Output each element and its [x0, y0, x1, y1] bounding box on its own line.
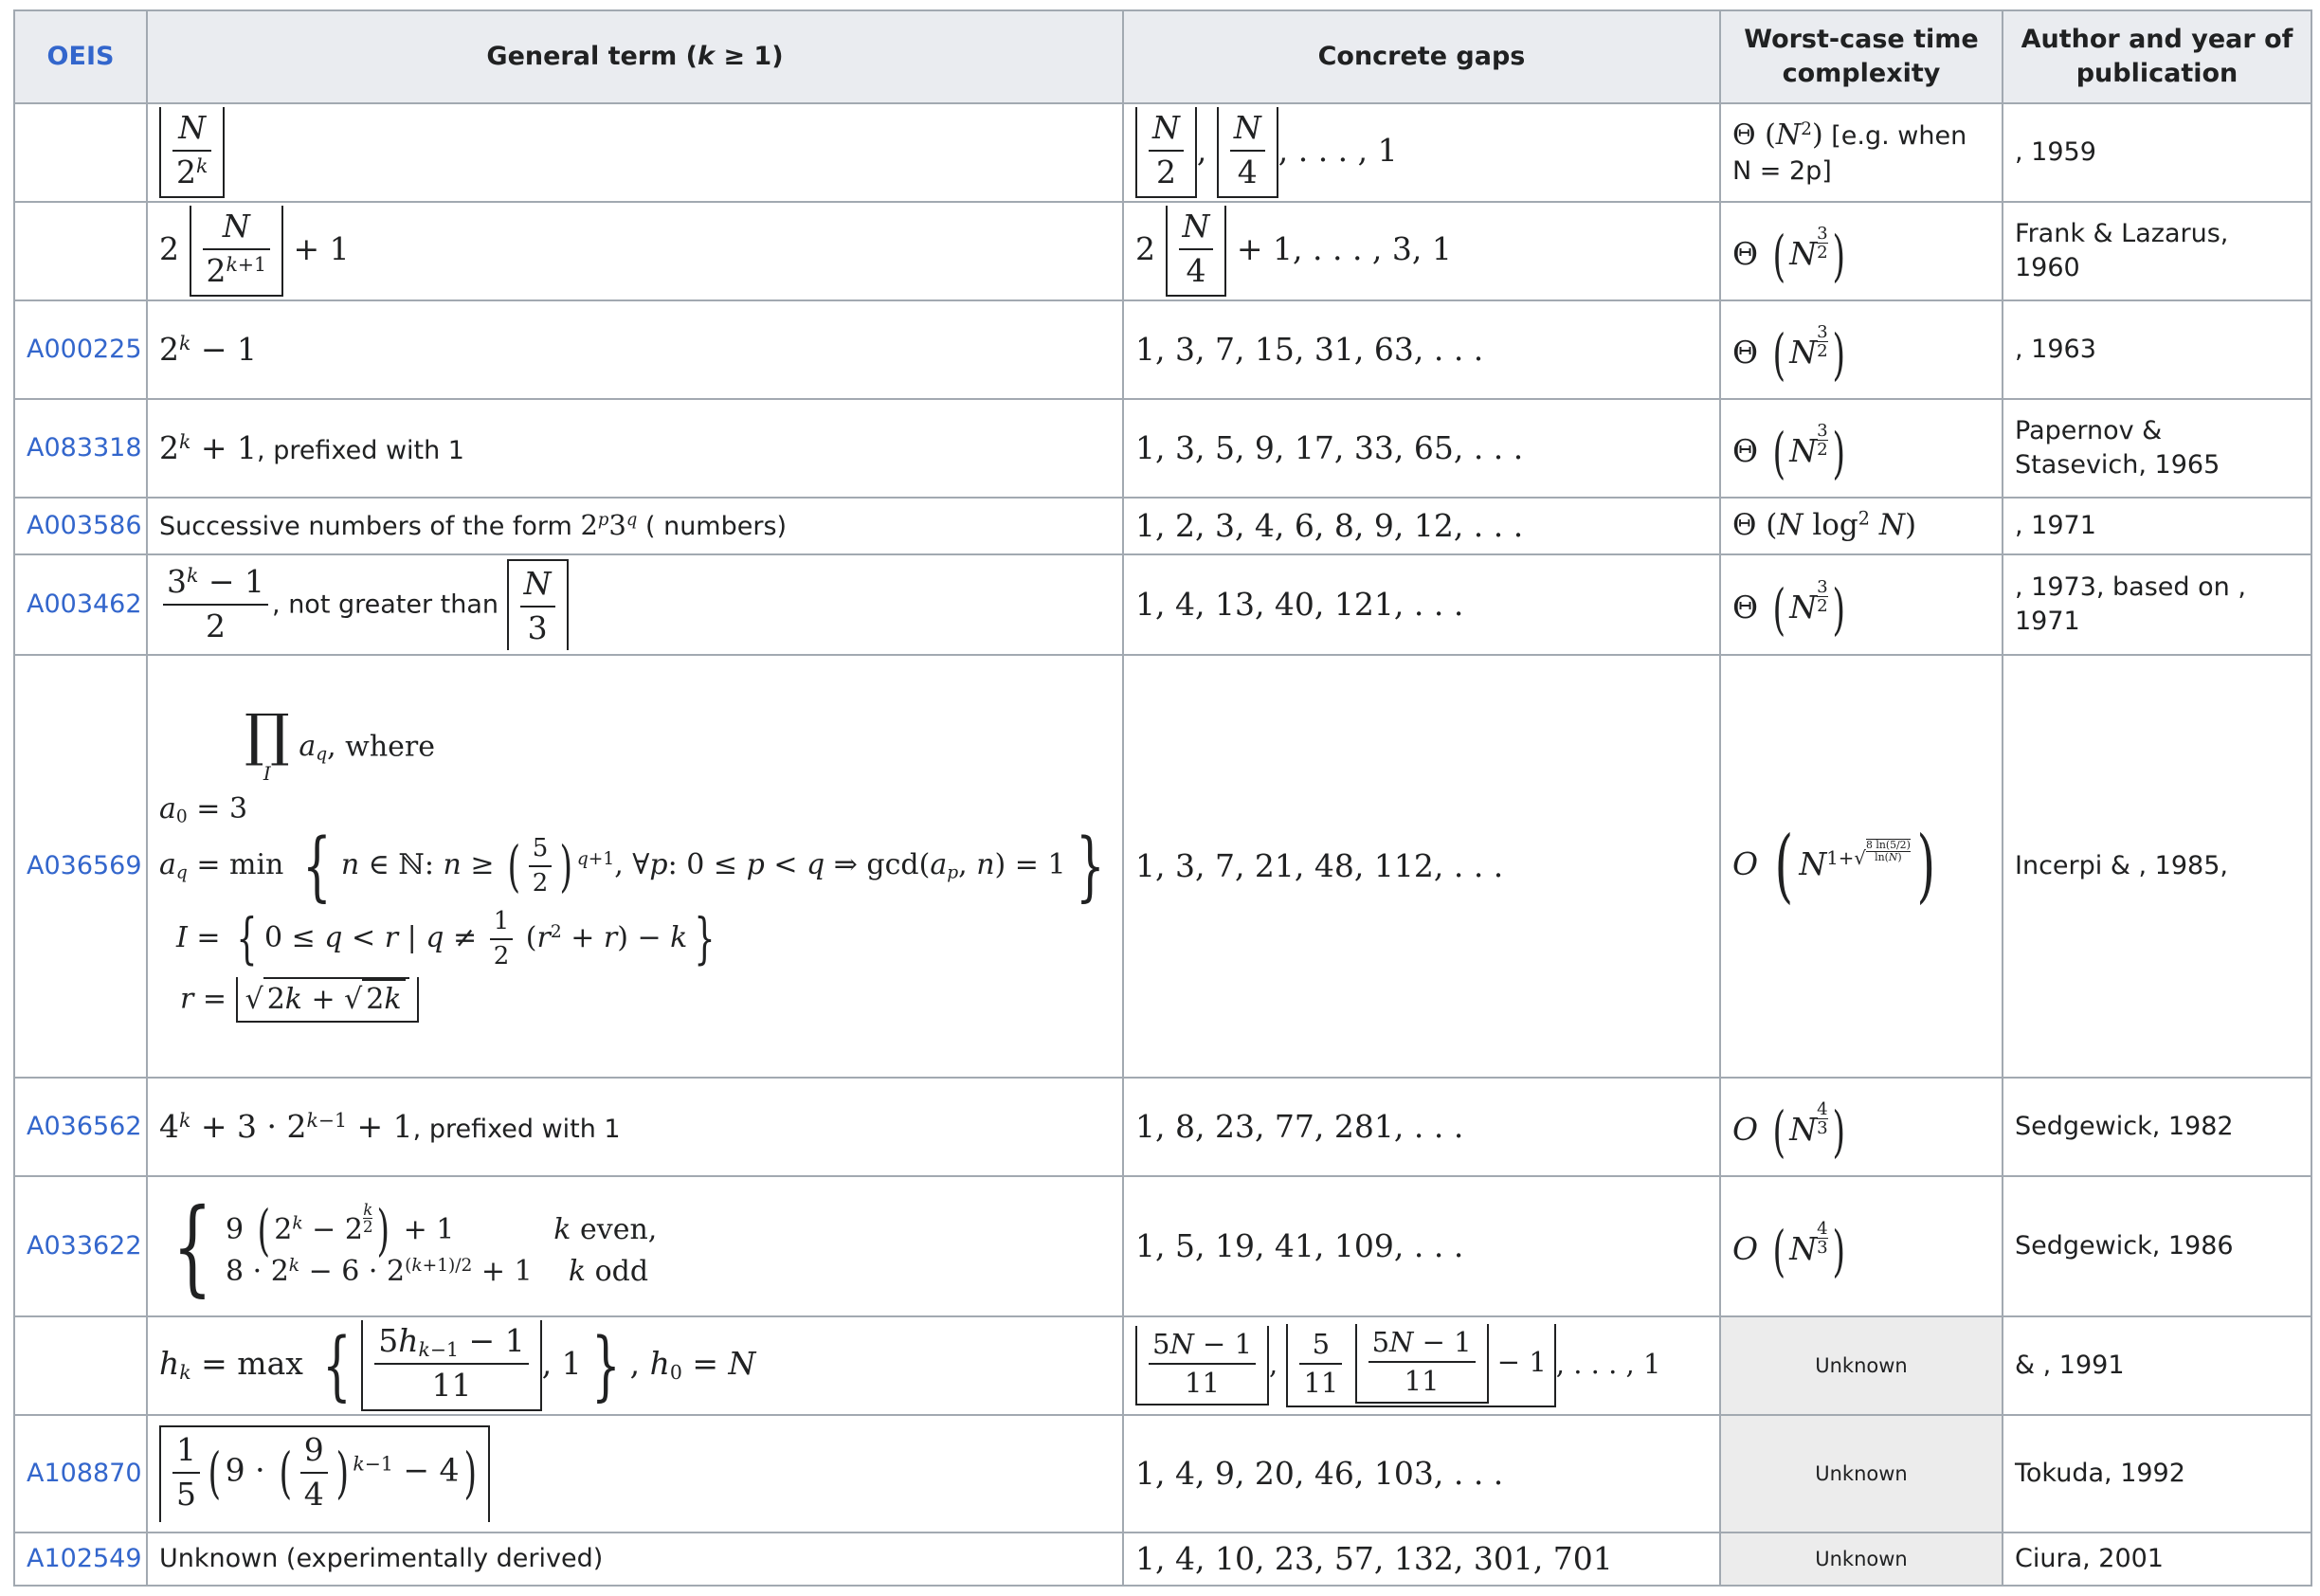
- oeis-link[interactable]: A003586: [27, 510, 142, 540]
- gaps-sequence: 1, 2, 3, 4, 6, 8, 9, 12, . . .: [1135, 506, 1524, 544]
- gaps-cell: [1123, 399, 1720, 498]
- formula: ∏ I $a_q$, where $a_0 = 3$ $a_q = \min$ { n ∈ ℕ: n ≥ ( $\frac{5}{2}$ ) $^{q+1}$, ∀p: 0 ≤ p < q ⇒ $\gcd(a_p$, n) = 1 } I = { 0 ≤ q < r | q ≠ $\frac{1}{2}$ $(r^2 + r) - k$ } r = √ 2k + √ 2k: [159, 695, 1111, 1038]
- general-term-cell: [147, 1316, 1123, 1415]
- gaps-cell: [1123, 1415, 1720, 1533]
- author-cell: Sedgewick, 1982: [2003, 1078, 2311, 1176]
- term-note: , prefixed with 1: [257, 435, 464, 465]
- table-row: [14, 655, 2311, 1078]
- formula: $\frac{3^k - 1}{2}$: [159, 584, 272, 621]
- oeis-link[interactable]: A036569: [27, 850, 142, 880]
- general-term-cell: [147, 202, 1123, 300]
- gaps-sequence: 1, 3, 7, 21, 48, 112, . . .: [1135, 846, 1504, 884]
- oeis-cell: [14, 655, 147, 1078]
- general-term-cell: [147, 1176, 1123, 1316]
- oeis-cell: [14, 1415, 147, 1533]
- author-cell: Tokuda, 1992: [2003, 1415, 2311, 1533]
- complexity-cell: Unknown: [1720, 1415, 2003, 1533]
- oeis-column-header[interactable]: OEIS: [14, 10, 147, 103]
- gaps-cell: [1123, 1176, 1720, 1316]
- formula: $\frac{5N - 1}{11}$ , $\frac{5}{11}$ $\frac{5N - 1}{11}$ − 1 , . . . , 1: [1135, 1348, 1660, 1380]
- general-term-cell: $\frac{3^k - 1}{2}$ , not greater than $\frac{N}{3}$: [147, 554, 1123, 655]
- gaps-cell: [1123, 655, 1720, 1078]
- formula: $\frac{1}{5}$ ( 9 · ( $\frac{9}{4}$ ) $^{k-1}$ − 4): [159, 1453, 490, 1490]
- gaps-cell: [1123, 103, 1720, 202]
- term-text: ( numbers): [644, 512, 788, 542]
- author-cell: & , 1991: [2003, 1316, 2311, 1415]
- table-row: [14, 103, 2311, 202]
- oeis-cell: [14, 202, 147, 300]
- table-row: [14, 1533, 2311, 1586]
- complexity-cell: Θ (N $\log^2 N$): [1720, 498, 2003, 554]
- gaps-cell: [1123, 1533, 1720, 1586]
- general-term-cell: [147, 399, 1123, 498]
- general-term-cell: [147, 1078, 1123, 1176]
- author-cell: Frank & Lazarus, 1960: [2003, 202, 2311, 300]
- gaps-sequence: 1, 8, 23, 77, 281, . . .: [1135, 1107, 1464, 1145]
- complexity-cell: Θ ( N $\frac{3}{2}$ ): [1720, 300, 2003, 399]
- author-cell: Incerpi & , 1985,: [2003, 655, 2311, 1078]
- complexity-cell: O ( N $\frac{4}{3}$ ): [1720, 1078, 2003, 1176]
- table-row: [14, 202, 2311, 300]
- formula: $2^k + 1$: [159, 428, 258, 466]
- oeis-link[interactable]: A036562: [27, 1111, 142, 1141]
- oeis-cell: [14, 554, 147, 655]
- author-cell: , 1959: [2003, 103, 2311, 202]
- general-term-cell: [147, 103, 1123, 202]
- oeis-cell: [14, 1533, 147, 1586]
- formula: $\frac{N}{2}$ , $\frac{N}{4}$ , . . . , 1: [1135, 132, 1398, 169]
- oeis-cell: [14, 300, 147, 399]
- formula: $4^k + 3 \cdot 2^{k-1} + 1$: [159, 1107, 413, 1145]
- complexity-cell: O ( $N^{1+√ \frac{8 \ln(5/2)}{\ln(N)}}$ ): [1720, 655, 2003, 1078]
- complexity-cell: Unknown: [1720, 1533, 2003, 1586]
- oeis-cell: [14, 399, 147, 498]
- formula: { 9 ( $2^k - 2$ $\frac{k}{2}$ ) + 1 k even, $8 \cdot 2^k - 6 \cdot 2^{(k+1)/2} + 1$ k odd: [172, 1186, 658, 1307]
- gaps-sequence: 1, 4, 10, 23, 57, 132, 301, 701: [1135, 1539, 1613, 1577]
- author-cell: , 1973, based on , 1971: [2003, 554, 2311, 655]
- table-row: [14, 1316, 2311, 1415]
- complexity-column-header: Worst-case time complexity: [1720, 10, 2003, 103]
- oeis-link[interactable]: A003462: [27, 589, 142, 619]
- table-row: [14, 1078, 2311, 1176]
- oeis-cell: [14, 1078, 147, 1176]
- gaps-cell: [1123, 1316, 1720, 1415]
- table-row: [14, 300, 2311, 399]
- general-term-cell: [147, 655, 1123, 1078]
- term-text: Successive numbers of the form: [159, 512, 572, 542]
- author-cell: Sedgewick, 1986: [2003, 1176, 2311, 1316]
- gaps-sequence: 1, 4, 13, 40, 121, . . .: [1135, 585, 1464, 623]
- gaps-cell: [1123, 1078, 1720, 1176]
- oeis-link[interactable]: A102549: [27, 1543, 142, 1573]
- gaps-sequence: 1, 5, 19, 41, 109, . . .: [1135, 1226, 1464, 1264]
- complexity-note: [e.g. when N = 2p]: [1732, 120, 1967, 187]
- general-term-column-header: General term (k ≥ 1): [147, 10, 1123, 103]
- table-row: [14, 399, 2311, 498]
- oeis-link[interactable]: A000225: [27, 334, 142, 364]
- header-row: [14, 10, 2311, 103]
- table-row: [14, 1415, 2311, 1533]
- table-row: [14, 554, 2311, 655]
- formula: 2 $\frac{N}{4}$ + 1, . . . , 3, 1: [1135, 230, 1452, 267]
- table-row: [14, 1176, 2311, 1316]
- author-cell: Papernov & Stasevich, 1965: [2003, 399, 2311, 498]
- concrete-gaps-column-header: Concrete gaps: [1123, 10, 1720, 103]
- term-note: , prefixed with 1: [412, 1114, 621, 1144]
- oeis-link[interactable]: A033622: [27, 1230, 142, 1260]
- gaps-sequence: 1, 3, 5, 9, 17, 33, 65, . . .: [1135, 428, 1524, 466]
- oeis-cell: [14, 1316, 147, 1415]
- general-term-cell: [147, 1415, 1123, 1533]
- author-cell: Ciura, 2001: [2003, 1533, 2311, 1586]
- table-row: [14, 498, 2311, 554]
- term-note: , not greater than: [272, 590, 499, 620]
- complexity-cell: Θ $(N^2)$ [e.g. when N = 2p]: [1720, 103, 2003, 202]
- complexity-cell: Θ ( N $\frac{3}{2}$ ): [1720, 554, 2003, 655]
- gaps-cell: [1123, 554, 1720, 655]
- formula: $h_k = \max$ { $\frac{5h_{k-1} - 1}{11}$ , 1 } , $h_0 = N$: [159, 1321, 756, 1409]
- oeis-cell: [14, 498, 147, 554]
- oeis-cell: [14, 1176, 147, 1316]
- author-cell: , 1971: [2003, 498, 2311, 554]
- general-term-cell: [147, 300, 1123, 399]
- general-term-cell: Unknown (experimentally derived): [147, 1533, 1123, 1586]
- complexity-cell: Θ ( N $\frac{3}{2}$ ): [1720, 399, 2003, 498]
- gaps-cell: [1123, 300, 1720, 399]
- oeis-link[interactable]: A083318: [27, 432, 142, 462]
- formula: $\frac{N}{2^k}$: [159, 132, 225, 169]
- oeis-link[interactable]: A108870: [27, 1458, 142, 1488]
- gaps-sequence: 1, 4, 9, 20, 46, 103, . . .: [1135, 1454, 1504, 1492]
- complexity-cell: Unknown: [1720, 1316, 2003, 1415]
- gaps-sequence: 1, 3, 7, 15, 31, 63, . . .: [1135, 330, 1484, 368]
- gaps-cell: [1123, 202, 1720, 300]
- formula: 2 $\frac{N}{2^{k+1}}$ + 1: [159, 230, 350, 267]
- formula: $2^k - 1$: [159, 330, 258, 368]
- gaps-cell: [1123, 498, 1720, 554]
- author-cell: , 1963: [2003, 300, 2311, 399]
- complexity-cell: O ( N $\frac{4}{3}$ ): [1720, 1176, 2003, 1316]
- shell-sort-gap-table: [13, 9, 2312, 1587]
- oeis-cell: [14, 103, 147, 202]
- complexity-cell: Θ ( N $\frac{3}{2}$ ): [1720, 202, 2003, 300]
- general-term-cell: Successive numbers of the form 2$^p$3$^q$ ( numbers): [147, 498, 1123, 554]
- author-column-header: Author and year of publication: [2003, 10, 2311, 103]
